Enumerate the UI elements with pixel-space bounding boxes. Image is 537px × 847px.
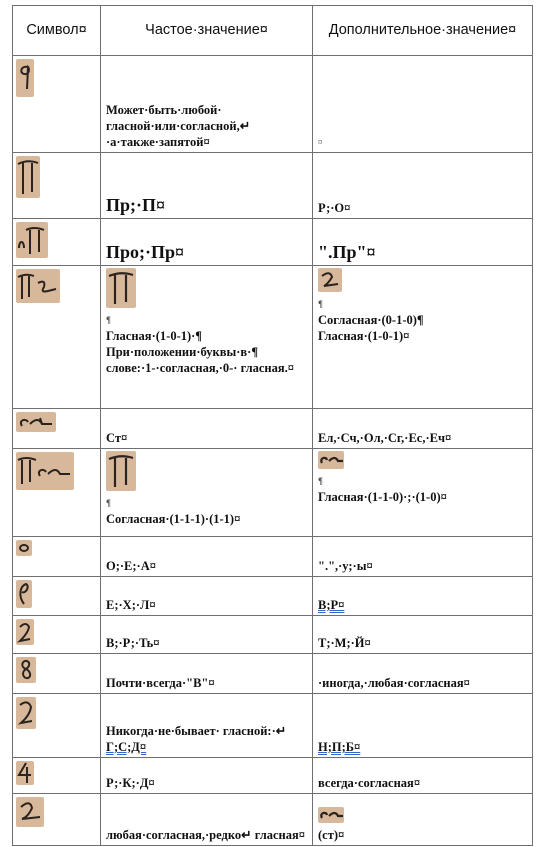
glyph-2-icon: [16, 619, 34, 645]
glyph-pi-st-ligature-icon: [16, 452, 74, 490]
glyph-z-like-icon: [16, 797, 44, 827]
symbol-cell: [13, 654, 101, 694]
additional-meaning: Р;·О¤: [313, 153, 533, 219]
additional-meaning: (ст)¤: [313, 794, 533, 846]
glyph-o-icon: [16, 540, 32, 556]
glyph-st-icon: [16, 412, 56, 432]
frequent-meaning: Пр;·П¤: [101, 153, 313, 219]
additional-meaning: ¤: [313, 56, 533, 153]
glyph-pi-ligature-icon: [16, 222, 48, 258]
symbol-table: [12, 5, 533, 846]
never-vowel-note: Никогда·не·бывает· гласной:·↵: [106, 724, 287, 738]
glyph-z-like-icon: [318, 268, 342, 292]
frequent-meaning: Может·быть·любой· гласной·или·согласной,↵ ·а·также·запятой¤: [101, 56, 313, 153]
header-additional-meaning: Дополнительное·значение¤: [313, 6, 533, 56]
frequent-meaning: любая·согласная,·редко↵ гласная¤: [101, 794, 313, 846]
glyph-pi-like-icon: [106, 268, 136, 308]
header-frequent-meaning: Частое·значение¤: [101, 6, 313, 56]
symbol-cell: [13, 56, 101, 153]
symbol-cell: [13, 694, 101, 758]
symbol-cell: [13, 537, 101, 577]
symbol-cell: [13, 219, 101, 266]
additional-meaning: ¶ Гласная·(1-1-0)·;·(1-0)¤: [313, 449, 533, 537]
table-row: [13, 219, 533, 266]
table-header-row: [13, 6, 533, 56]
frequent-meaning: [101, 694, 313, 758]
table-row: [13, 758, 533, 794]
frequent-meaning: В;·Р;·Ть¤: [101, 616, 313, 654]
table-row: [13, 654, 533, 694]
frequent-meaning: О;·Е;·А¤: [101, 537, 313, 577]
table-row: [13, 694, 533, 758]
position-note: При·положении·буквы·в·¶ слове:·1-·согласная,·0-· гласная.¤: [106, 345, 295, 375]
table-row: [13, 616, 533, 654]
glyph-pi-z-ligature-icon: [16, 269, 60, 303]
glyph-9-like-icon: [16, 59, 34, 97]
frequent-meaning: Почти·всегда·"В"¤: [101, 654, 313, 694]
additional-meaning: Т;·М;·Й¤: [313, 616, 533, 654]
vowel-code: Гласная·(1-0-1)¤: [318, 329, 410, 343]
glyph-4-icon: [16, 761, 34, 785]
vowel-code: Гласная·(1-1-0)·;·(1-0)¤: [318, 490, 447, 504]
frequent-meaning: Е;·Х;·Л¤: [101, 577, 313, 616]
symbol-cell: [13, 409, 101, 449]
table-row: [13, 153, 533, 219]
table-row: [13, 409, 533, 449]
consonant-code: Согласная·(1-1-1)·(1-1)¤: [106, 512, 241, 526]
frequent-meaning: Р;·К;·Д¤: [101, 758, 313, 794]
table-row: [13, 794, 533, 846]
consonant-code: Согласная·(0-1-0)¶: [318, 313, 424, 327]
additional-meaning: ".",·у;·ы¤: [313, 537, 533, 577]
table-row: [13, 56, 533, 153]
symbol-cell: [13, 577, 101, 616]
table-row: [13, 449, 533, 537]
glyph-2-icon: [16, 697, 36, 729]
additional-meaning: Ел,·Сч,·Ол,·Сг,·Ес,·Еч¤: [313, 409, 533, 449]
table-row: [13, 577, 533, 616]
additional-meaning: Н;П;Б¤: [313, 694, 533, 758]
glyph-st-icon: [318, 807, 344, 823]
additional-meaning: всегда·согласная¤: [313, 758, 533, 794]
table-row: [13, 537, 533, 577]
glyph-8-icon: [16, 657, 36, 683]
frequent-meaning: ¶ Гласная·(1-0-1)·¶ При·положении·буквы·в·¶ слове:·1-·согласная,·0-· гласная.¤: [101, 266, 313, 409]
glyph-pi-like-icon: [106, 451, 136, 491]
glyph-st-icon: [318, 451, 344, 469]
additional-meaning: ".Пр"¤: [313, 219, 533, 266]
letters: Г;С;Д¤: [106, 740, 147, 754]
frequent-meaning: Про;·Пр¤: [101, 219, 313, 266]
additional-meaning: В;Р¤: [313, 577, 533, 616]
header-symbol: Символ¤: [13, 6, 101, 56]
additional-meaning: ¶ Согласная·(0-1-0)¶ Гласная·(1-0-1)¤: [313, 266, 533, 409]
table-row: [13, 266, 533, 409]
symbol-cell: [13, 758, 101, 794]
glyph-loop-icon: [16, 580, 32, 608]
glyph-pi-like-icon: [16, 156, 40, 198]
additional-meaning: ·иногда,·любая·согласная¤: [313, 654, 533, 694]
symbol-cell: [13, 153, 101, 219]
symbol-cell: [13, 449, 101, 537]
frequent-meaning: ¶ Согласная·(1-1-1)·(1-1)¤: [101, 449, 313, 537]
frequent-meaning: Ст¤: [101, 409, 313, 449]
vowel-code: Гласная·(1-0-1)·¶: [106, 329, 203, 343]
symbol-cell: [13, 794, 101, 846]
symbol-cell: [13, 266, 101, 409]
symbol-cell: [13, 616, 101, 654]
